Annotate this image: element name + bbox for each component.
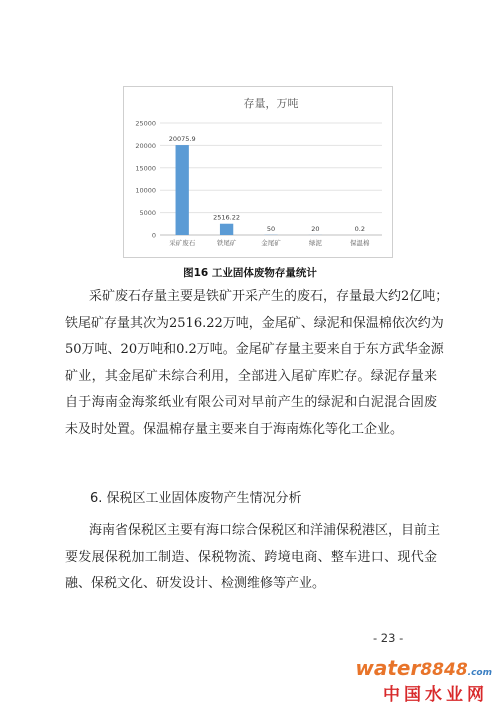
- paragraph-bonded-zone: [65, 518, 441, 598]
- watermark-water: water: [355, 656, 421, 680]
- bar-value-label: 20: [311, 224, 320, 233]
- section-heading: 6. 保税区工业固体废物产生情况分析: [90, 491, 302, 506]
- x-tick-label: 保温棉: [350, 239, 370, 247]
- bar: [220, 224, 233, 235]
- watermark-site-name: 中国水业网: [383, 685, 488, 705]
- paragraph-waste-storage: [65, 284, 449, 443]
- x-tick-label: 铁尾矿: [216, 239, 237, 247]
- y-tick-label: 25000: [135, 119, 156, 128]
- bar-value-label: 0.2: [354, 224, 365, 233]
- chart-title: 存量，万吨: [243, 97, 299, 110]
- watermark-8848: 8848: [420, 660, 468, 680]
- paragraph-line: 要发展保税加工制造、保税物流、跨境电商、整车进口、现代金: [65, 549, 437, 565]
- paragraph-line: 矿业，其金尾矿未综合利用，全部进入尾矿库贮存。绿泥存量来: [65, 368, 437, 384]
- x-tick-label: 绿泥: [308, 239, 322, 247]
- y-tick-label: 10000: [135, 186, 156, 195]
- x-tick-label: 金尾矿: [261, 239, 281, 247]
- y-tick-label: 20000: [135, 141, 156, 150]
- y-tick-label: 5000: [139, 209, 156, 218]
- paragraph-line: 自于海南金海浆纸业有限公司对早前产生的绿泥和白泥混合固废: [65, 395, 437, 410]
- paragraph-line: 铁尾矿存量其次为2516.22万吨，金尾矿、绿泥和保温棉依次约为: [65, 315, 444, 331]
- figure-caption: 图16 工业固体废物存量统计: [183, 267, 317, 279]
- bar: [176, 145, 189, 235]
- page-number: - 23 -: [373, 631, 404, 645]
- bar-value-label: 2516.22: [213, 213, 241, 222]
- bar-value-label: 20075.9: [168, 135, 196, 144]
- paragraph-line: 采矿废石存量主要是铁矿开采产生的废石，存量最大约2亿吨；: [89, 289, 449, 304]
- bar-value-label: 50: [266, 224, 276, 233]
- x-tick-label: 采矿废石: [169, 239, 196, 247]
- chart-svg: [124, 87, 392, 257]
- paragraph-line: 海南省保税区主要有海口综合保税区和洋浦保税港区，目前主: [89, 523, 441, 538]
- y-tick-label: 0: [151, 231, 156, 240]
- watermark-logo: [355, 656, 492, 705]
- watermark-com: .com: [467, 668, 492, 678]
- paragraph-line: 融、保税文化、研发设计、检测维修等产业。: [65, 576, 326, 591]
- paragraph-line: 50万吨、20万吨和0.2万吨。金尾矿存量主要来自于东方武华金源: [65, 342, 444, 357]
- y-tick-label: 15000: [135, 164, 156, 173]
- watermark-domain: [355, 656, 492, 680]
- storage-bar-chart: [123, 86, 393, 258]
- paragraph-line: 未及时处置。保温棉存量主要来自于海南炼化等化工企业。: [65, 421, 404, 437]
